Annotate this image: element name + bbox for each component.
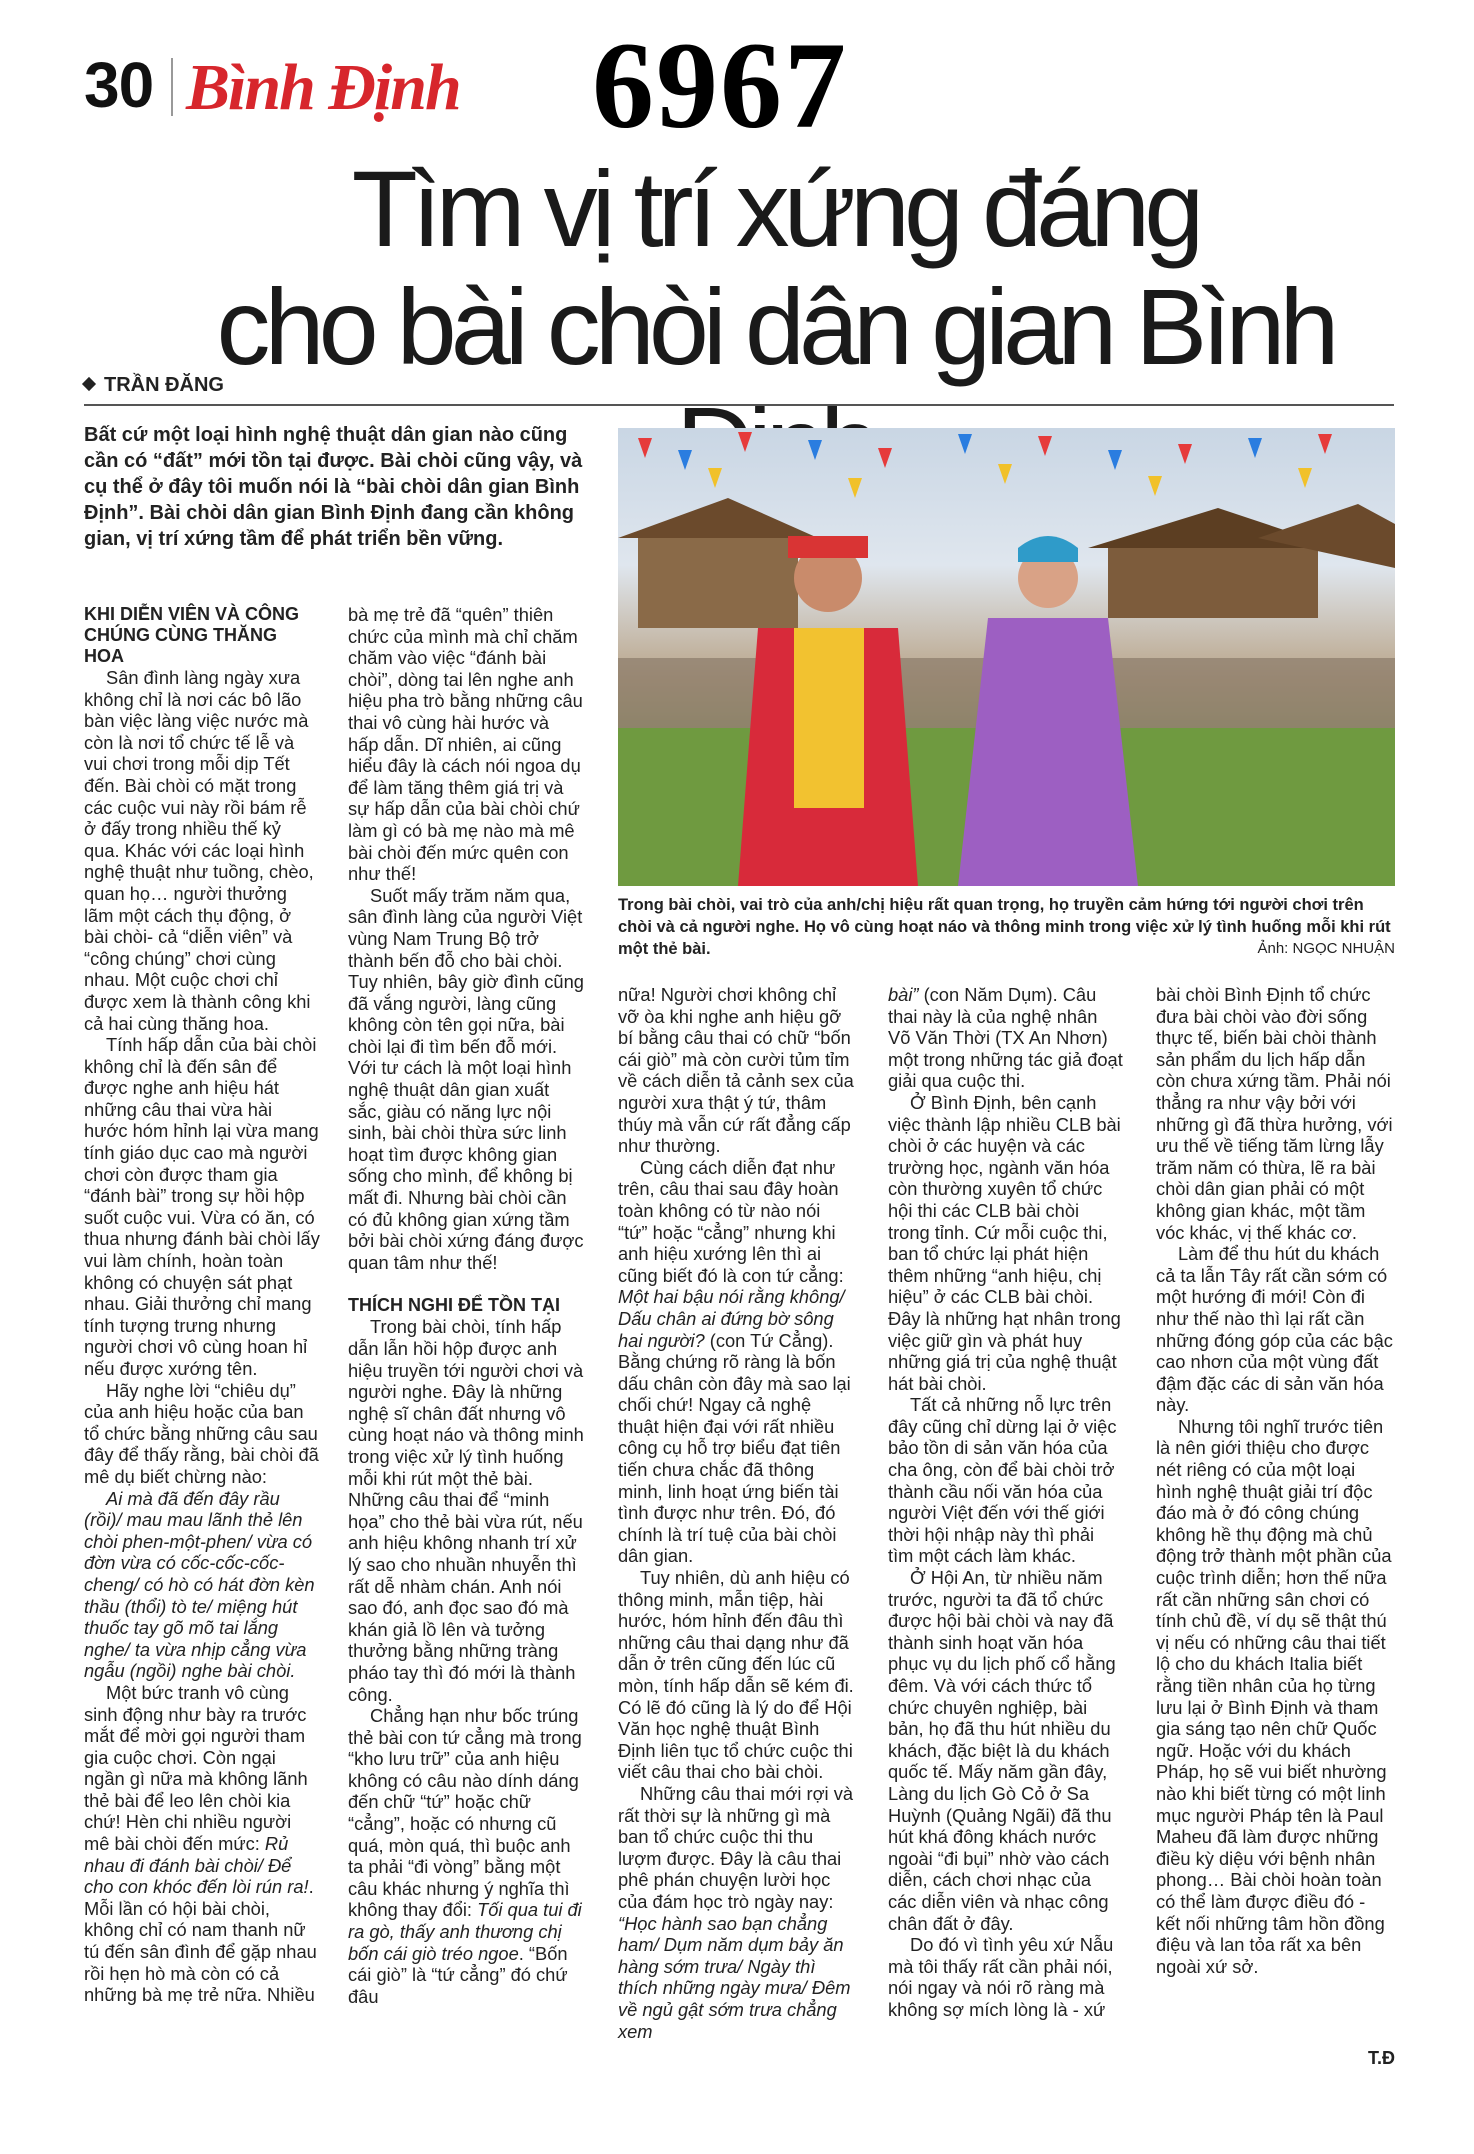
photo-illustration — [618, 428, 1395, 886]
header-divider — [171, 58, 173, 116]
author-signature: T.Đ — [1368, 2048, 1395, 2068]
paragraph: bài” (con Năm Dụm). Câu thai này là của nghệ nhân Võ Văn Thời (TX An Nhơn) một trong những tác giả đoạt giải qua cuộc thi. — [888, 984, 1123, 1092]
byline — [84, 374, 224, 397]
column-2 — [348, 604, 584, 2007]
column-5 — [1156, 984, 1394, 1977]
poem-quote: Ai mà đã đến đây rầu (rồi)/ mau mau lãnh thẻ lên chòi phen-một-phen/ vừa có đờn vừa có cốc-cốc-cốc-cheng/ có hò có hát đờn kèn thầu (thổi) tò te/ miệng hút thuốc tay gõ mõ tai lắng nghe/ ta vừa nhịp cẳng vừa ngẫu (ngồi) nghe bài chòi. — [84, 1487, 315, 1682]
paragraph: Nhưng tôi nghĩ trước tiên là nên giới thiệu cho được nét riêng có của một loại hình nghệ thuật giải trí độc đáo mà ở đó công chúng không hề thụ động mà chủ động trở thành một phần của cuộc trình diễn; hơn thế nữa rất cần những sân chơi có tính chủ đề, ví dụ sẽ thật thú vị nếu có những câu thai tiết lộ cho du khách Italia biết rằng tiền nhân của họ từng lưu lại ở Bình Định và tham gia sáng tạo nên chữ Quốc ngữ. Hoặc với du khách Pháp, họ sẽ vui biết nhường nào khi biết từng có một linh mục người Pháp tên là Paul Maheu đã làm được những điều kỳ diệu với bệnh nhân phong… Bài chòi hoàn toàn có thể làm được điều đó - kết nối những tâm hồn đồng điệu và lan tỏa rất xa bên ngoài xứ sở. — [1156, 1415, 1392, 1977]
photo-credit: Ảnh: NGỌC NHUẬN — [1257, 940, 1395, 957]
article-photo — [618, 428, 1395, 886]
photo-caption: Trong bài chòi, vai trò của anh/chị hiệu rất quan trọng, họ truyền cảm hứng tới người chơi trên chòi và cả người nghe. Họ vô cùng hoạt náo và thông minh trong việc xử lý tình huống mỗi khi rút một thẻ bài. — [618, 896, 1391, 958]
paragraph: bà mẹ trẻ đã “quên” thiên chức của mình mà chỉ chăm chăm vào việc “đánh bài chòi”, dòng tai lên nghe anh hiệu pha trò bằng những câu thai vô cùng hài hước và hấp dẫn. Dĩ nhiên, ai cũng hiểu đây là cách nói ngoa dụ để làm tăng thêm giá trị và sự hấp dẫn của bài chòi chứ làm gì có bà mẹ nào mà mê bài chòi đến mức quên con như thế! — [348, 604, 583, 885]
paragraph: Do đó vì tình yêu xứ Nẫu mà tôi thấy rất cần phải nói, nói ngay và nói rõ ràng mà không sợ mích lòng là - xứ — [888, 1934, 1114, 2020]
paragraph: Làm để thu hút du khách cả ta lẫn Tây rất cần sớm có một hướng đi mới! Còn đi như thế nào thì lại rất cần những đóng góp của các bậc cao nhơn của một vùng đất đậm đặc các di sản văn hóa này. — [1156, 1243, 1393, 1416]
column-1 — [84, 604, 320, 2006]
headline-line-1: Tìm vị trí xứng đáng — [351, 148, 1199, 269]
byline-rule — [84, 404, 1394, 406]
masthead-logo: Bình Định — [186, 51, 460, 124]
paragraph: Hãy nghe lời “chiêu dụ” của anh hiệu hoặc của ban tổ chức bằng những câu sau đây để thấy rằng, bài chòi đã mê dụ biết chừng nào: — [84, 1379, 319, 1487]
paragraph: Một bức tranh vô cùng sinh động như bày ra trước mắt để mời gọi người tham gia cuộc chơi. Còn ngại ngần gì nữa mà không lãnh thẻ bài để leo lên chòi kia chứ! Hèn chi nhiều người mê bài chòi đến mức: Rủ nhau đi đánh bài chòi/ Để cho con khóc đến lòi rún ra!. Mỗi lần có hội bài chòi, không chỉ có nam thanh nữ tú đến sân đình để gặp nhau rồi hẹn hò mà còn có cả những bà mẹ trẻ nữa. Nhiều — [84, 1681, 317, 2006]
page-number: 30 — [84, 49, 154, 121]
paragraph: bài chòi Bình Định tổ chức đưa bài chòi vào đời sống thực tế, biến bài chòi thành sản phẩm du lịch hấp dẫn còn chưa xứng tầm. Phải nói thẳng ra như vậy bởi với những gì đã thừa hưởng, với ưu thế về tiếng tăm lừng lẫy trăm năm có thừa, lẽ ra bài chòi dân gian phải có một không gian khác, một tầm vóc khác, vị thế khác cơ. — [1156, 984, 1393, 1243]
lead-paragraph: Bất cứ một loại hình nghệ thuật dân gian nào cũng cần có “đất” mới tồn tại được. Bài chòi cũng vậy, và cụ thể ở đây tôi muốn nói là “bài chòi dân gian Bình Định”. Bài chòi dân gian Bình Định đang cần không gian, vị trí xứng tầm để phát triển bền vững. — [84, 424, 583, 550]
paragraph: Sân đình làng ngày xưa không chỉ là nơi các bô lão bàn việc làng việc nước mà còn là nơi tổ chức tế lễ và vui chơi trong mỗi dịp Tết đến. Bài chòi có mặt trong các cuộc vui này rồi bám rễ ở đấy trong nhiều thế kỷ qua. Khác với các loại hình nghệ thuật như tuồng, chèo, quan họ… người thưởng lãm một cách thụ động, ở bài chòi- cả “diễn viên” và “công chúng” chơi cùng nhau. Một cuộc chơi chỉ được xem là thành công khi cả hai cùng thăng hoa. — [84, 667, 314, 1034]
column-3 — [618, 984, 854, 2042]
paragraph: nữa! Người chơi không chỉ vỡ òa khi nghe anh hiệu gỡ bí bằng câu thai có chữ “bốn cái giò” mà còn cười tủm tỉm về cách diễn tả cảnh sex của người xưa thật ý tứ, thâm thúy mà vẫn cứ rất đẳng cấp như thường. — [618, 984, 854, 1157]
diamond-icon — [82, 377, 96, 391]
paragraph: Tất cả những nỗ lực trên đây cũng chỉ dừng lại ở việc bảo tồn di sản văn hóa của cha ông, còn để bài chòi trở thành cầu nối văn hóa của người Việt đến với thế giới thời hội nhập này thì phải tìm một cách làm khác. — [888, 1394, 1117, 1567]
paragraph: Suốt mấy trăm năm qua, sân đình làng của người Việt vùng Nam Trung Bộ trở thành bến đỗ cho bài chòi. Tuy nhiên, bây giờ đình cũng đã vắng người, làng cũng không còn tên gọi nữa, bài chòi lại đi tìm bến đỗ mới. Với tư cách là một loại hình nghệ thuật dân gian xuất sắc, giàu có năng lực nội sinh, bài chòi thừa sức linh hoạt tìm được không gian sống cho mình, để không bị mất đi. Nhưng bài chòi cần có đủ không gian xứng tầm bởi bài chòi xứng đáng được quan tâm như thế! — [348, 884, 584, 1273]
author-name: TRẦN ĐĂNG — [104, 374, 224, 396]
paragraph: Ở Bình Định, bên cạnh việc thành lập nhiều CLB bài chòi ở các huyện và các trường học, ngành văn hóa còn thường xuyên tổ chức hội thi các CLB bài chòi trong tỉnh. Cứ mỗi cuộc thi, ban tổ chức lại phát hiện thêm những “anh hiệu, chị hiệu” ở các CLB bài chòi. Đây là những hạt nhân trong việc giữ gìn và phát huy những giá trị của nghệ thuật hát bài chòi. — [888, 1091, 1121, 1394]
paragraph: Tuy nhiên, dù anh hiệu có thông minh, mẫn tiệp, hài hước, hóm hỉnh đến đâu thì những câu thai dạng như đã dẫn ở trên cũng đến lúc cũ mòn, tính hấp dẫn sẽ kém đi. Có lẽ đó cũng là lý do để Hội Văn học nghệ thuật Bình Định liên tục tổ chức cuộc thi viết câu thai cho bài chòi. — [618, 1567, 854, 1783]
paragraph: Chẳng hạn như bốc trúng thẻ bài con tứ cẳng mà trong “kho lưu trữ” của anh hiệu không có câu nào dính dáng đến chữ “tứ” hoặc chữ “cẳng”, hoặc có nhưng cũ quá, mòn quá, thì buộc anh ta phải “đi vòng” bằng một câu khác nhưng ý nghĩa thì không thay đổi: Tối qua tui đi ra gò, thấy anh thương chị bốn cái giò tréo ngoe. “Bốn cái giò” là “tứ cẳng” đó chứ đâu — [348, 1705, 582, 2007]
section-heading-2: THÍCH NGHI ĐỂ TỒN TẠI — [348, 1295, 560, 1316]
paragraph: Tính hấp dẫn của bài chòi không chỉ là đến sân để được nghe anh hiệu hát những câu thai vừa hài hước hóm hỉnh lại vừa mang tính giáo dục cao mà người chơi còn được tham gia “đánh bài” trong sự hồi hộp suốt cuộc vui. Vừa có ăn, có thua nhưng đánh bài chòi lấy vui làm chính, hoàn toàn không có chuyện sát phạt nhau. Giải thưởng chỉ mang tính tượng trưng nhưng người chơi vô cùng hoan hỉ nếu được xướng tên. — [84, 1034, 320, 1379]
paragraph: Cùng cách diễn đạt như trên, câu thai sau đây hoàn toàn không có từ nào nói “tứ” hoặc “cẳng” nhưng khi anh hiệu xướng lên thì ai cũng biết đó là con tứ cẳng: Một hai bậu nói rằng không/ Dấu chân ai đứng bờ sông hai người? (con Tứ Cẳng). Bằng chứng rõ ràng là bốn dấu chân còn đây mà sao lại chối chứ! Ngay cả nghệ thuật hiện đại với rất nhiều công cụ hỗ trợ biểu đạt tiên tiến chưa chắc đã thông minh, linh hoạt ứng biến tài tình được như trên. Đó, đó chính là trí tuệ của bài chòi dân gian. — [618, 1156, 851, 1567]
issue-number: 6967 — [592, 17, 848, 154]
paragraph: Những câu thai mới rợi và rất thời sự là những gì mà ban tổ chức cuộc thi thu lượm được. Đây là câu thai phê phán chuyện lười học của đám học trò ngày nay: “Học hành sao bạn chẳng ham/ Dụm năm dụm bảy ăn hàng sớm trưa/ Ngày thì thích những ngày mưa/ Đêm về ngủ gật sớm trưa chẳng xem — [618, 1782, 854, 2042]
paragraph: Trong bài chòi, tính hấp dẫn lẫn hồi hộp được anh hiệu truyền tới người chơi và người nghe. Đây là những nghệ sĩ chân đất nhưng vô cùng hoạt náo và thông minh trong việc xử lý tình huống mỗi khi rút một thẻ bài. Những câu thai để “minh họa” cho thẻ bài vừa rút, nếu anh hiệu không nhanh trí xử lý sao cho nhuần nhuyễn thì rất dễ nhàm chán. Anh nói sao đó, anh đọc sao đó mà khán giả lồ lên và tưởng thưởng bằng những tràng pháo tay thì đó mới là thành công. — [348, 1316, 584, 1705]
section-heading-1: KHI DIỄN VIÊN VÀ CÔNG CHÚNG CÙNG THĂNG HOA — [84, 604, 300, 666]
headline-line-2: cho bài chòi dân gian Bình — [216, 266, 1334, 387]
column-4 — [888, 984, 1124, 2021]
paragraph: Ở Hội An, từ nhiều năm trước, người ta đã tổ chức được hội bài chòi và nay đã thành sinh hoạt văn hóa phục vụ du lịch phố cổ hằng đêm. Và với cách thức tổ chức chuyên nghiệp, bài bản, họ đã thu hút nhiều du khách, đặc biệt là du khách quốc tế. Mấy năm gần đây, Làng du lịch Gò Cỏ ở Sa Huỳnh (Quảng Ngãi) đã thu hút khá đông khách nước ngoài “đi bụi” nhờ vào cách diễn, cách chơi nhạc của các diễn viên và nhạc công chân đất ở đây. — [888, 1567, 1116, 1934]
